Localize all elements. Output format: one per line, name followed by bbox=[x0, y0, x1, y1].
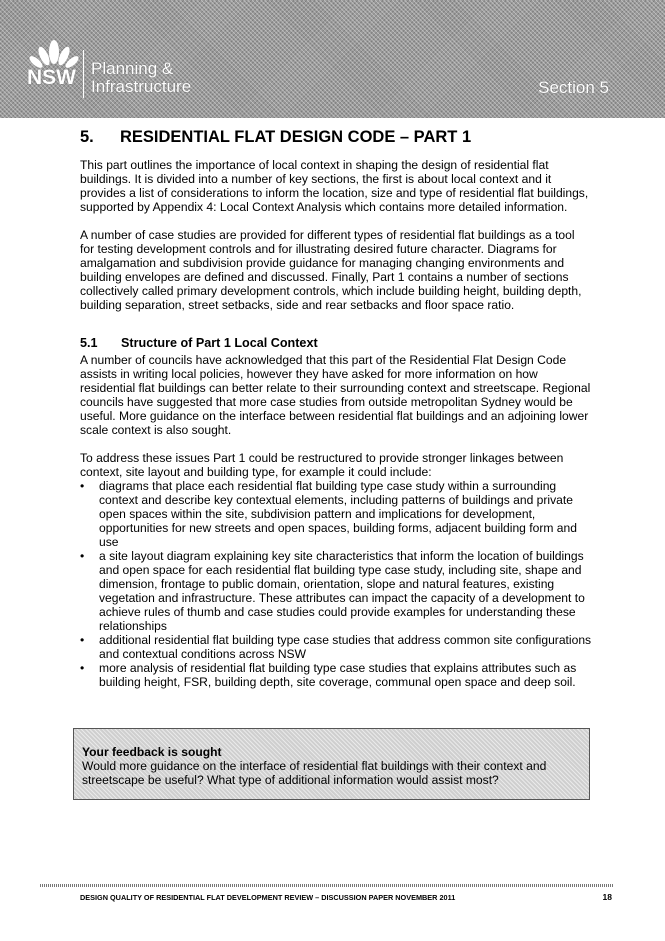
footer-text: DESIGN QUALITY OF RESIDENTIAL FLAT DEVELOPMENT REVIEW – DISCUSSION PAPER NOVEMBER 2011 bbox=[80, 893, 456, 902]
subsection-paragraph-1: A number of councils have acknowledged that this part of the Residential Flat Design Code assists in writing local policies, however they have asked for more information on how residential flat buildings can better relate to their surrounding context and streetscape. Regional councils have suggested that more case studies from outside metropolitan Sydney would be useful. More guidance on the interface between residential flat buildings and an adjoining lower scale context is also sought. bbox=[80, 353, 591, 437]
intro-paragraph-1: This part outlines the importance of local context in shaping the design of residential flat buildings. It is divided into a number of key sections, the first is about local context and it provides a list of considerations to inform the location, size and type of residential flat buildings, supported by Appendix 4: Local Context Analysis which contains more detailed information. bbox=[80, 158, 589, 214]
feedback-title: Your feedback is sought bbox=[82, 745, 222, 759]
header-banner bbox=[0, 0, 665, 118]
org-name bbox=[91, 60, 191, 96]
feedback-box bbox=[73, 728, 590, 800]
subsection-paragraph-2: To address these issues Part 1 could be restructured to provide stronger linkages between context, site layout and building type, for example it could include: bbox=[80, 451, 564, 479]
subsection-heading-title: Structure of Part 1 Local Context bbox=[121, 336, 318, 350]
section-heading bbox=[80, 128, 592, 146]
subsection-heading-number: 5.1 bbox=[80, 336, 98, 350]
footer-divider bbox=[40, 884, 614, 887]
main-content bbox=[80, 128, 592, 689]
logo-divider bbox=[83, 50, 84, 98]
bullet-list bbox=[80, 479, 592, 689]
section-heading-title: RESIDENTIAL FLAT DESIGN CODE – PART 1 bbox=[120, 128, 472, 146]
section-label: Section 5 bbox=[538, 78, 609, 97]
page-number: 18 bbox=[602, 892, 612, 902]
list-item: • more analysis of residential flat building type case studies that explains attributes such as building height, FSR, building depth, site coverage, communal open space and deep soil. bbox=[80, 661, 592, 689]
list-item: • diagrams that place each residential flat building type case study within a surrounding context and describe key contextual elements, including patterns of buildings and private open spaces within the site, subdivision pattern and implications for development, opportunities for new streets and open spaces, building forms, adjacent building form and use bbox=[80, 479, 592, 549]
subsection-heading bbox=[80, 336, 592, 350]
org-name-line2: Infrastructure bbox=[91, 77, 192, 96]
nsw-logo-text: NSW bbox=[27, 66, 76, 89]
intro-paragraph-2: A number of case studies are provided for different types of residential flat buildings as a tool for testing development controls and for illustrating desired future character. Diagrams for amalgamation and subdivision provide guidance for managing changing environments and building envelopes are defined and discussed. Finally, Part 1 contains a number of sections collectively called primary development controls, which include building height, building depth, building separation, street setbacks, side and rear setbacks and floor space ratio. bbox=[80, 228, 582, 312]
list-item: • a site layout diagram explaining key site characteristics that inform the location of buildings and open space for each residential flat building type case study, including site, shape and dimension, frontage to public domain, orientation, slope and natural features, existing vegetation and infrastructure. These attributes can impact the capacity of a development to achieve rules of thumb and case studies could provide examples for understanding these relationships bbox=[80, 549, 592, 633]
feedback-text: Would more guidance on the interface of residential flat buildings with their context and streetscape be useful? What type of additional information would assist most? bbox=[82, 759, 547, 787]
org-name-line1: Planning & bbox=[91, 59, 174, 78]
section-heading-number: 5. bbox=[80, 128, 94, 146]
list-item: • additional residential flat building type case studies that address common site configurations and contextual conditions across NSW bbox=[80, 633, 592, 661]
